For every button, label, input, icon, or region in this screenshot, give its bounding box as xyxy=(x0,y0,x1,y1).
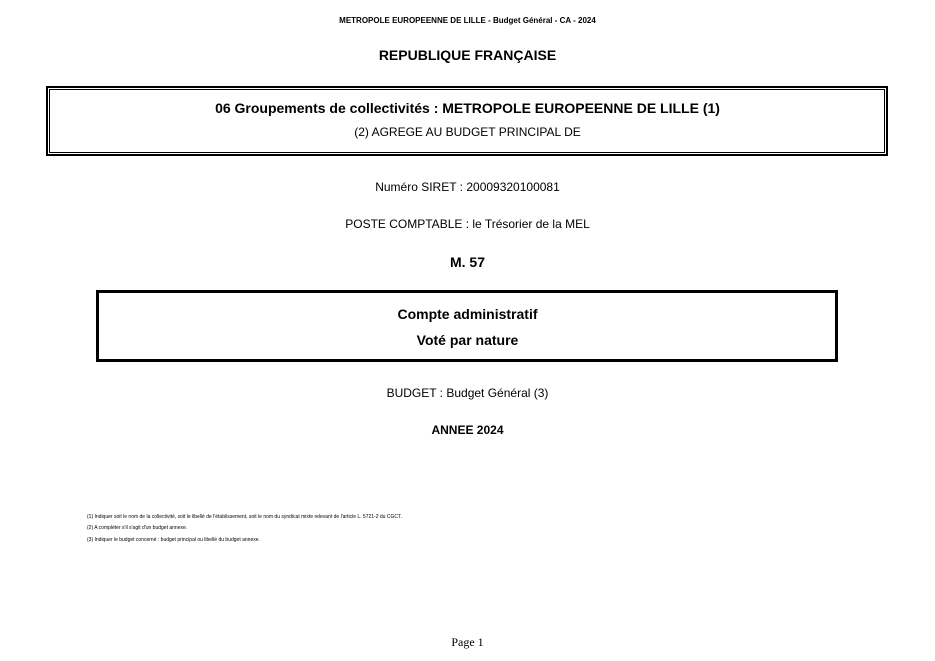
entity-box xyxy=(46,86,888,156)
siret-number: Numéro SIRET : 20009320100081 xyxy=(375,180,560,194)
budget-label: BUDGET : Budget Général (3) xyxy=(386,386,549,400)
document-type-box xyxy=(96,290,838,362)
republic-heading: REPUBLIQUE FRANÇAISE xyxy=(378,47,557,63)
footnote-1: (1) Indiquer soit le nom de la collectivité, soit le libellé de l'établissement, soit le nom du syndicat mixte relevant de l'article L. 5721-2 du CGCT. xyxy=(87,514,402,520)
nomenclature: M. 57 xyxy=(449,254,485,270)
entity-box-inner-border xyxy=(49,89,885,153)
document-type-subtitle: Voté par nature xyxy=(416,332,519,348)
footnote-2: (2) A compléter s'il s'agit d'un budget annexe. xyxy=(87,525,188,531)
page-number: Page 1 xyxy=(451,635,484,649)
document-type-title: Compte administratif xyxy=(397,306,538,322)
running-header: METROPOLE EUROPEENNE DE LILLE - Budget Général - CA - 2024 xyxy=(339,16,596,25)
entity-title: 06 Groupements de collectivités : METROPOLE EUROPEENNE DE LILLE (1) xyxy=(215,100,720,116)
poste-comptable: POSTE COMPTABLE : le Trésorier de la MEL xyxy=(345,217,590,231)
budget-year: ANNEE 2024 xyxy=(431,423,504,437)
entity-subtitle: (2) AGREGE AU BUDGET PRINCIPAL DE xyxy=(354,125,581,139)
footnote-3: (3) Indiquer le budget concerné : budget principal ou libellé du budget annexe. xyxy=(87,537,260,543)
